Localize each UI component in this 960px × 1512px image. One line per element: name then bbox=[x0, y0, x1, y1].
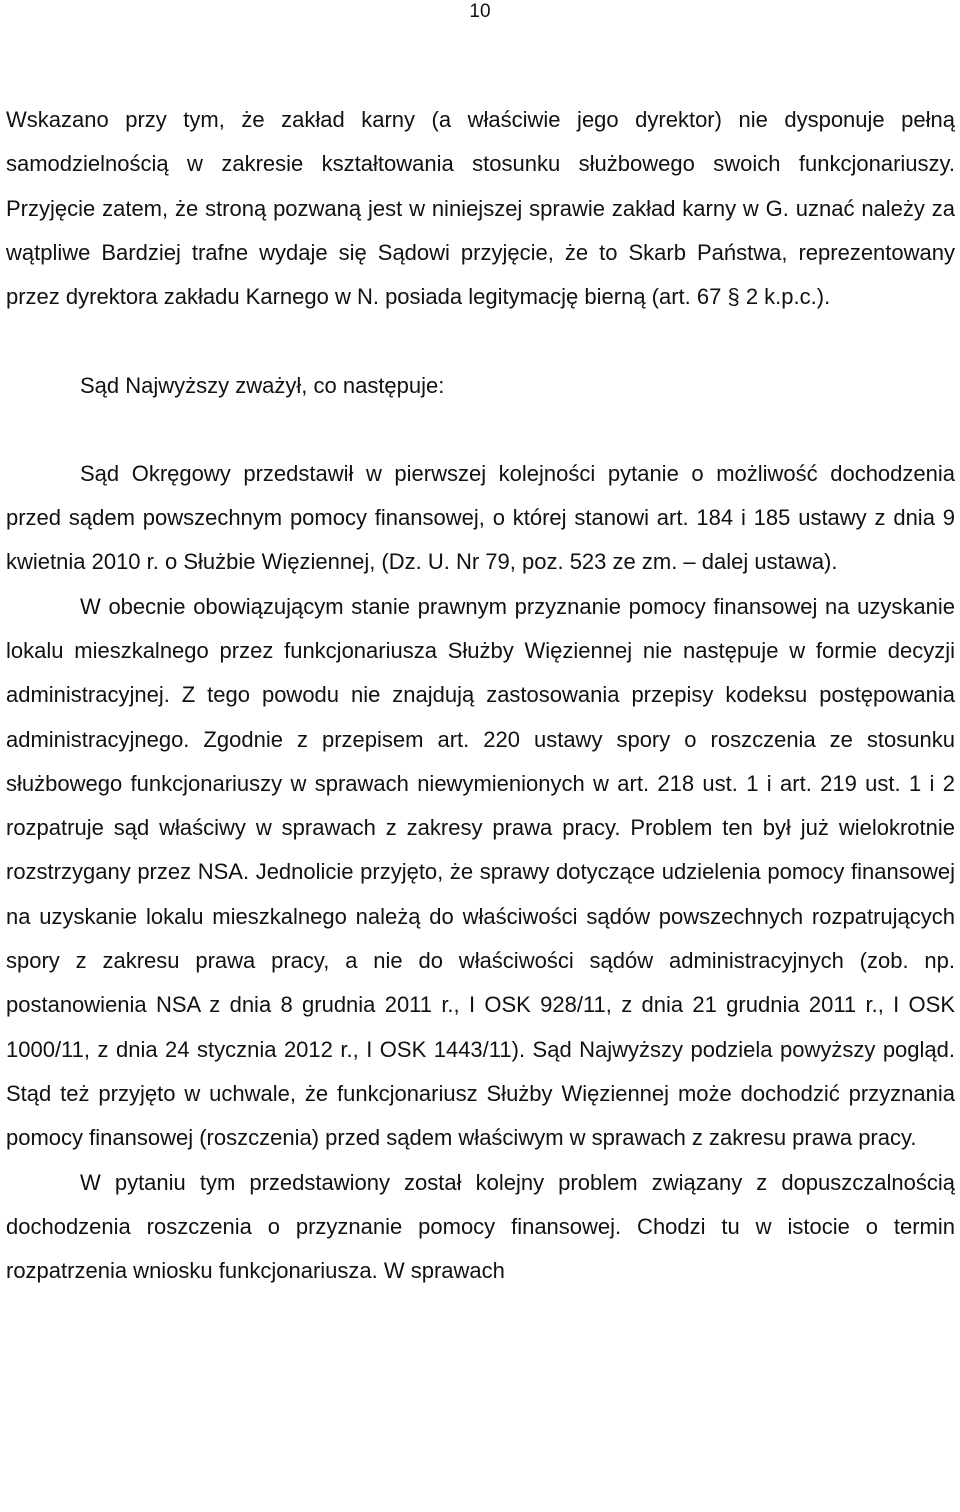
paragraph-2: Sąd Najwyższy zważył, co następuje: bbox=[80, 373, 445, 399]
paragraph-3: Sąd Okręgowy przedstawił w pierwszej kolejności pytanie o możliwość dochodzenia przed sądem powszechnym pomocy finansowej, o której stanowi art. 184 i 185 ustawy z dnia 9 kwietnia 2010 r. o Służbie Więziennej, (Dz. U. Nr 79, poz. 523 ze zm. – dalej ustawa). bbox=[6, 460, 955, 575]
paragraph-1: Wskazano przy tym, że zakład karny (a właściwie jego dyrektor) nie dysponuje pełną samodzielnością w zakresie kształtowania stosunku służbowego swoich funkcjonariuszy. Przyjęcie zatem, że stroną pozwaną jest w niniejszej sprawie zakład karny w G. uznać należy za wątpliwe Bardziej trafne wydaje się Sądowi przyjęcie, że to Skarb Państwa, reprezentowany przez dyrektora zakładu Karnego w N. posiada legitymację bierną (art. 67 § 2 k.p.c.). bbox=[6, 107, 955, 310]
document-body bbox=[6, 98, 955, 1293]
paragraph-4: W obecnie obowiązującym stanie prawnym przyznanie pomocy finansowej na uzyskanie lokalu mieszkalnego przez funkcjonariusza Służby Więziennej nie następuje w formie decyzji administracyjnej. Z tego powodu nie znajdują zastosowania przepisy kodeksu postępowania administracyjnego. Zgodnie z przepisem art. 220 ustawy spory o roszczenia ze stosunku służbowego funkcjonariuszy w sprawach niewymienionych w art. 218 ust. 1 i art. 219 ust. 1 i 2 rozpatruje sąd właściwy w sprawach z zakresy prawa pracy. Problem ten był już wielokrotnie rozstrzygany przez NSA. Jednolicie przyjęto, że sprawy dotyczące udzielenia pomocy finansowej na uzyskanie lokalu mieszkalnego należą do właściwości sądów powszechnych rozpatrujących spory z zakresu prawa pracy, a nie do właściwości sądów administracyjnych (zob. np. postanowienia NSA z dnia 8 grudnia 2011 r., I OSK 928/11, z dnia 21 grudnia 2011 r., I OSK 1000/11, z dnia 24 stycznia 2012 r., I OSK 1443/11). Sąd Najwyższy podziela powyższy pogląd. Stąd też przyjęto w uchwale, że funkcjonariusz Służby Więziennej może dochodzić przyznania pomocy finansowej (roszczenia) przed sądem właściwym w sprawach z zakresu prawa pracy. bbox=[6, 593, 955, 1151]
page-number: 10 bbox=[469, 1, 491, 22]
paragraph-5: W pytaniu tym przedstawiony został kolejny problem związany z dopuszczalnością dochodzenia roszczenia o przyznanie pomocy finansowej. Chodzi tu w istocie o termin rozpatrzenia wniosku funkcjonariusza. W sprawach bbox=[6, 1169, 955, 1284]
